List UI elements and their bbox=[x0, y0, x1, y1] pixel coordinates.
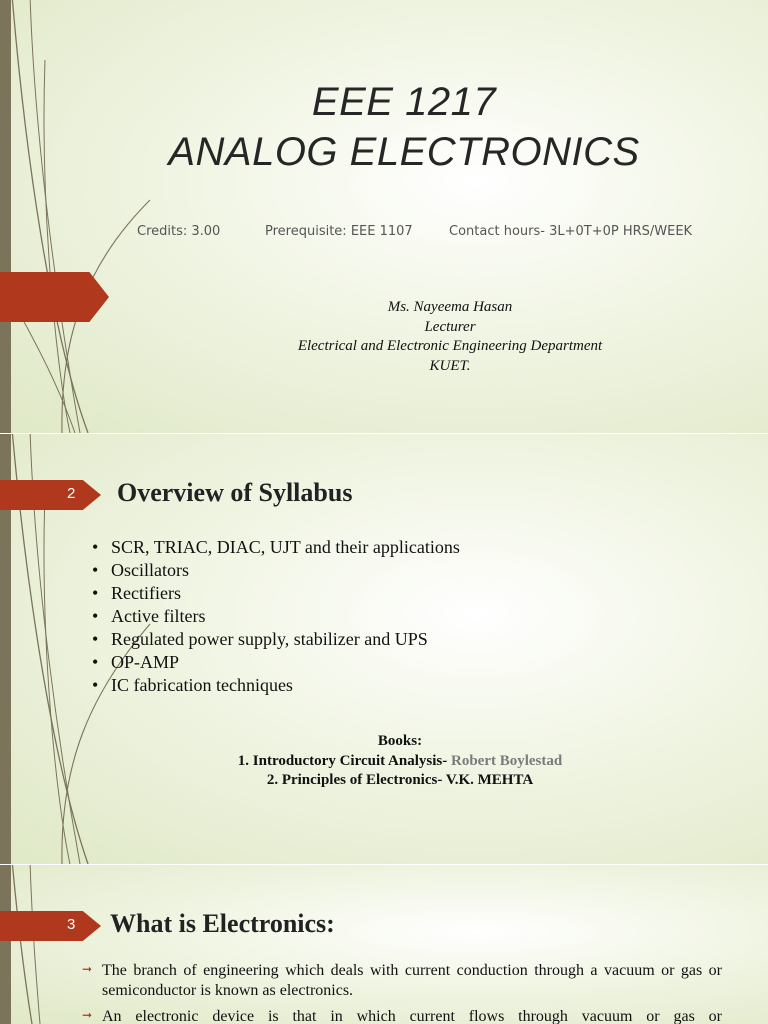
decorative-swirl bbox=[0, 0, 160, 433]
course-code: EEE 1217 bbox=[311, 80, 497, 124]
books-block bbox=[200, 732, 600, 791]
slide-heading: Overview of Syllabus bbox=[117, 478, 353, 507]
paragraph-2: An electronic device is that in which current flows through vacuum or gas or bbox=[102, 1008, 722, 1024]
slide-heading: What is Electronics: bbox=[110, 909, 335, 938]
list-item: • Active filters bbox=[92, 605, 460, 628]
book-1-author: Robert Boylestad bbox=[450, 752, 563, 769]
list-item: • Oscillators bbox=[92, 559, 460, 582]
book-2: 2. Principles of Electronics- V.K. MEHTA bbox=[266, 772, 534, 788]
book-1-title: 1. Introductory Circuit Analysis- bbox=[237, 752, 451, 769]
list-item: • OP-AMP bbox=[92, 651, 460, 674]
list-item: • IC fabrication techniques bbox=[92, 674, 460, 697]
slide-number: 3 bbox=[67, 916, 76, 933]
list-item: • Rectifiers bbox=[92, 582, 460, 605]
slide-number-tab bbox=[0, 911, 101, 941]
slide-number-tab bbox=[0, 480, 101, 510]
credits-text: Credits: 3.00 bbox=[137, 224, 221, 239]
syllabus-slide bbox=[0, 434, 768, 864]
arrow-bullet-icon: ➞ bbox=[82, 1008, 93, 1022]
electronics-slide bbox=[0, 865, 768, 1024]
course-title: ANALOG ELECTRONICS bbox=[168, 130, 640, 174]
instructor-name: Ms. Nayeema Hasan bbox=[387, 299, 513, 315]
instructor-title: Lecturer bbox=[424, 318, 476, 335]
slide-number: 2 bbox=[67, 485, 76, 502]
institution-name: KUET. bbox=[429, 357, 471, 374]
contact-hours-text: Contact hours- 3L+0T+0P HRS/WEEK bbox=[449, 224, 693, 239]
syllabus-topic-list bbox=[92, 536, 460, 697]
list-item: • SCR, TRIAC, DIAC, UJT and their applications bbox=[92, 536, 460, 559]
prerequisite-text: Prerequisite: EEE 1107 bbox=[265, 224, 413, 239]
list-item: • Regulated power supply, stabilizer and UPS bbox=[92, 628, 460, 651]
arrow-bullet-icon: ➞ bbox=[82, 962, 93, 976]
slide-marker-tab bbox=[0, 272, 109, 322]
paragraph-1: The branch of engineering which deals with current conduction through a vacuum or gas or semiconductor is known as electronics. bbox=[102, 962, 722, 999]
title-slide bbox=[0, 0, 768, 433]
instructor-block bbox=[250, 298, 650, 376]
books-heading: Books: bbox=[377, 733, 423, 749]
department-name: Electrical and Electronic Engineering Department bbox=[297, 338, 603, 354]
book-1 bbox=[200, 752, 600, 772]
